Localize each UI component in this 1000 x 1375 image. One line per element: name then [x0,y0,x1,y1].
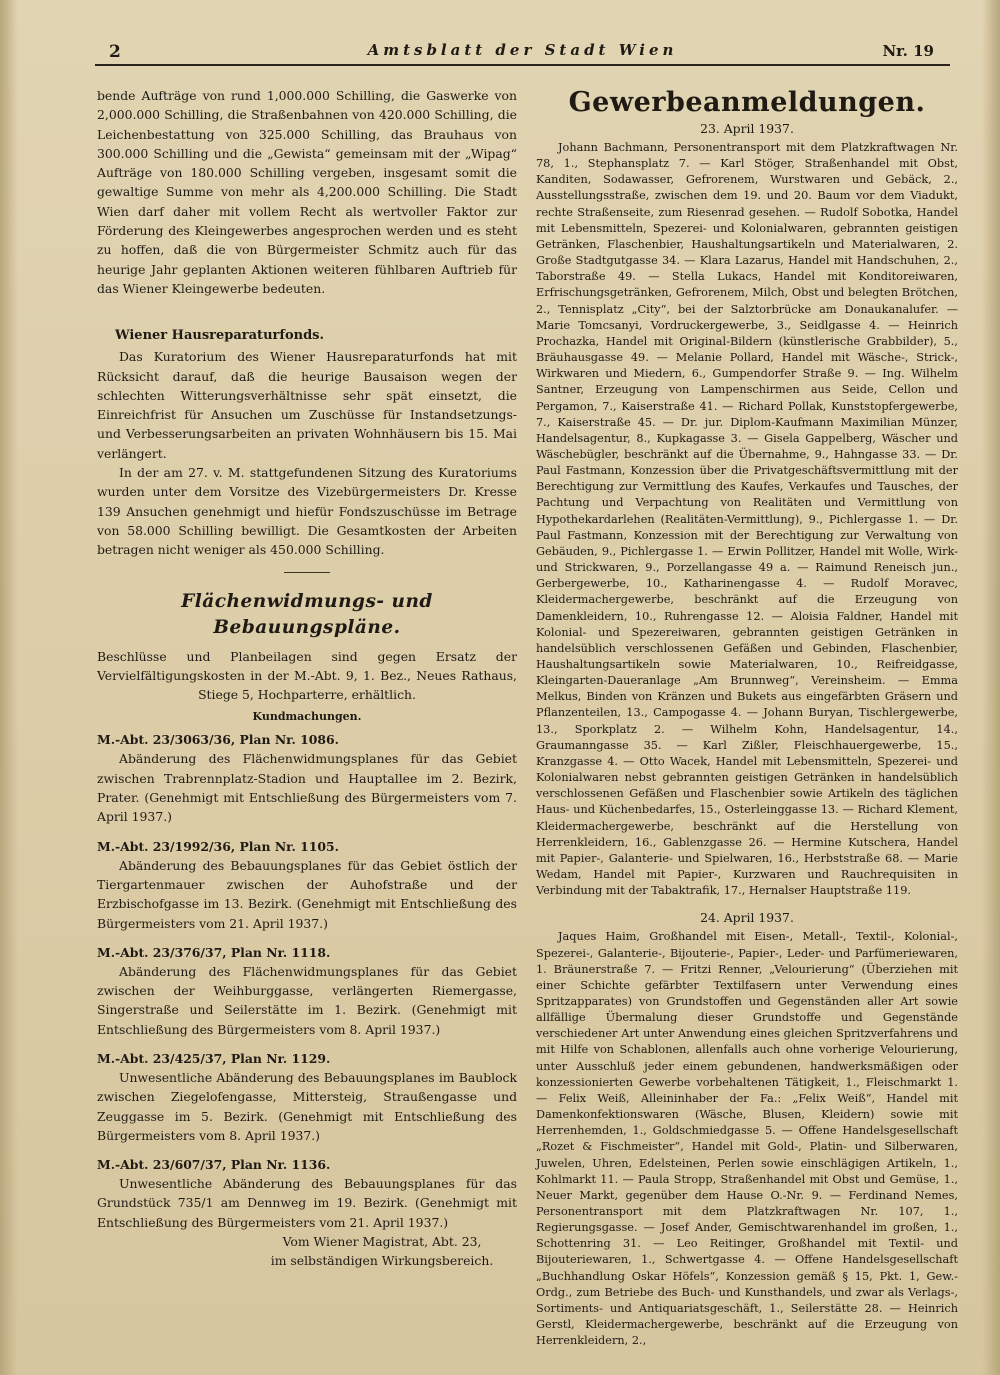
plan-reference: M.-Abt. 23/607/37, Plan Nr. 1136. [97,1157,331,1173]
plan-text: Unwesentliche Abänderung des Bebauungsplanes für das Grundstück 735/1 am Dennweg im 19. Bezirk. (Genehmigt mit Entschließung des Bürgermeisters vom 21. April 1937.) [97,1176,517,1230]
intro-paragraph: bende Aufträge von rund 1,000.000 Schilling, die Gaswerke von 2,000.000 Schilling, die Straßenbahnen von 420.000 Schilling, die Leichenbestattung von 325.000 Schilling, das Brauhaus von 300.000 Schilling und die „Gewista“ gemeinsam mit der „Wipag“ Aufträge von 180.000 Schilling vergeben, insgesamt somit die gewaltige Summe von mehr als 4,200.000 Schilling. Die Stadt Wien darf daher mit vollem Recht als wertvoller Faktor zur Förderung des Kleingewerbes angesprochen werden und es steht zu hoffen, daß die von Bürgermeister Schmitz auch für das heurige Jahr geplanten Aktionen weiteren fühlbaren Auftrieb für das Wiener Kleingewerbe bedeuten. [97,88,517,296]
left-column [97,86,517,1270]
signature-line-2: im selbständigen Wirkungsbereich. [270,1253,494,1269]
issue-number: Nr. 19 [882,42,934,60]
date-heading: 24. April 1937. [700,910,794,926]
fund-paragraph-1: Das Kuratorium des Wiener Hausreparaturfonds hat mit Rücksicht darauf, daß die heurige Bausaison wegen der schlechten Witterungsverhältnisse sehr spät einsetzt, die Einreichfrist für Ansuchen um Zuschüsse für Instandsetzungs- und Verbesserungsarbeiten an privaten Wohnhäusern bis 15. Mai verlängert. [97,349,517,461]
signature-line-1: Vom Wiener Magistrat, Abt. 23, [282,1234,482,1250]
kundmachungen-heading: Kundmachungen. [252,710,362,724]
page-edge-right [982,0,1000,1375]
plans-intro: Beschlüsse und Planbeilagen sind gegen Ersatz der Vervielfältigungskosten in der M.-Abt. 9, 1. Bez., Neues Rathaus, Stiege 5, Hochparterre, erhältlich. [97,648,517,703]
plan-text: Abänderung des Bebauungsplanes für das Gebiet östlich der Tiergartenmauer zwischen der Auhofstraße und der Erzbischofgasse im 13. Bezirk. (Genehmigt mit Entschließung des Bürgermeisters vom 21. April 1937.) [97,857,517,931]
page-header [95,38,950,66]
plan-reference: M.-Abt. 23/1992/36, Plan Nr. 1105. [97,838,339,854]
page-edge-left [0,0,18,1375]
plan-text: Abänderung des Flächenwidmungsplanes für das Gebiet zwischen Trabrennplatz-Stadion und Hauptallee im 2. Bezirk, Prater. (Genehmigt mit Entschließung des Bürgermeisters vom 7. April 1937.) [97,751,517,825]
right-column [536,86,958,1349]
plan-reference: M.-Abt. 23/376/37, Plan Nr. 1118. [97,944,331,960]
plan-text: Abänderung des Flächenwidmungsplanes für das Gebiet zwischen der Weihburggasse, verlängerten Riemergasse, Singerstraße und Seilerstätte im 1. Bezirk. (Genehmigt mit Entschließung des Bürgermeisters vom 8. April 1937.) [97,963,517,1037]
section-divider [284,572,330,573]
fund-heading: Wiener Hausreparaturfonds. [115,328,325,344]
page-number: 2 [109,42,121,62]
masthead-title: Amtsblatt der Stadt Wien [367,41,678,59]
plan-reference: M.-Abt. 23/425/37, Plan Nr. 1129. [97,1050,331,1066]
plans-heading: Flächenwidmungs- und Bebauungspläne. [181,590,433,638]
registrations-block: Johann Bachmann, Personentransport mit dem Platzkraftwagen Nr. 78, 1., Stephansplatz 7. — Karl Stöger, Straßenhandel mit Obst, Kanditen, Sodawasser, Gefrorenem, Wurstwaren und Gebäck, 2., Ausstellungsstraße, zwischen dem 19. und 20. Baum vor dem Viadukt, rechte Straßenseite, zum Riesenrad gesehen. — Rudolf Sobotka, Handel mit Lebensmitteln, Spezerei- und Kolonialwaren, gebrannten geistigen Getränken, Flaschenbier, Haushaltungsartikeln und Materialwaren, 2. Große Stadtgutgasse 34. — Klara Lazarus, Handel mit Handschuhen, 2., Taborstraße 49. — Stella Lukacs, Handel mit Konditoreiwaren, Erfrischungsgetränken, Gefrorenem, Milch, Obst und belegten Brötchen, 2., Tennisplatz „City“, bei der Salztorbrücke am Donaukanalufer. — Marie Tomcsanyi, Vordruckergewerbe, 3., Seidlgasse 4. — Heinrich Prochazka, Handel mit Original-Bildern (künstlerische Grabbilder), 5., Bräuhausgasse 49. — Melanie Pollard, Handel mit Wäsche-, Strick-, Wirkwaren und Miedern, 6., Gumpendorfer Straße 9. — Ing. Wilhelm Santner, Erzeugung von Lampenschirmen aus Seide, Cellon und Pergamon, 7., Kaiserstraße 41. — Richard Pollak, Kunststopfergewerbe, 7., Kaiserstraße 45. — Dr. jur. Diplom-Kaufmann Maximilian Münzer, Handelsagentur, 8., Kupkagasse 3. — Gisela Gappelberg, Wäscher und Wäschebügler, beschränkt auf die Übernahme, 9., Hahngasse 33. — Dr. Paul Fastmann, Konzession über die Privatgeschäftsvermittlung mit der Berechtigung zur Vermittlung des Kaufes, Verkaufes und Tausches, der Pachtung und Verpachtung von Realitäten und Vermittlung von Hypothekardarlehen (Realitäten-Vermittlung), 9., Pichlergasse 1. — Dr. Paul Fastmann, Konzession mit der Berechtigung zur Verwaltung von Gebäuden, 9., Pichlergasse 1. — Erwin Pollitzer, Handel mit Wolle, Wirk- und Strickwaren, 9., Porzellangasse 49 a. — Raimund Reneisch jun., Gerbergewerbe, 10., Katharinengasse 4. — Rudolf Moravec, Kleidermachergewerbe, beschränkt auf die Erzeugung von Damenkleidern, 10., Ruhrengasse 12. — Aloisia Faldner, Handel mit Kolonial- und Spezereiwaren, gebrannten geistigen Getränken in handelsüblich verschlossenen Gefäßen und Gebinden, Flaschenbier, Haushaltungsartikeln sowie Materialwaren, 10., Reifreidgasse, Kleingarten-Daueranlage „Am Brunnweg“, Vereinsheim. — Emma Melkus, Binden von Kränzen und Bukets aus eingefärbten Gräsern und Pflanzenteilen, 13., Campogasse 4. — Johann Buryan, Tischlergewerbe, 13., Sporkplatz 2. — Wilhelm Kohn, Handelsagentur, 14., Graumanngasse 35. — Karl Zißler, Fleischhauergewerbe, 15., Kranzgasse 4. — Otto Wacek, Handel mit Lebensmitteln, Spezerei- und Kolonialwaren nebst gebrannten geistigen Getränken in handelsüblich verschlossenen Gefäßen und Flaschenbier sowie Artikeln des täglichen Haus- und Küchenbedarfes, 15., Osterleinggasse 13. — Richard Klement, Kleidermachergewerbe, beschränkt auf die Herstellung von Herrenkleidern, 16., Gablenzgasse 26. — Hermine Kutschera, Handel mit Papier-, Galanterie- und Spielwaren, 16., Herbststraße 68. — Marie Wedam, Handel mit Papier-, Kurzwaren und Rauchrequisiten in Verbindung mit der Tabaktrafik, 17., Hernalser Hauptstraße 119. [536,141,958,898]
plan-reference: M.-Abt. 23/3063/36, Plan Nr. 1086. [97,732,339,748]
fund-paragraph-2: In der am 27. v. M. stattgefundenen Sitzung des Kuratoriums wurden unter dem Vorsitze des Vizebürgermeisters Dr. Kresse 139 Ansuchen genehmigt und hiefür Fondszuschüsse im Betrage von 58.000 Schilling bewilligt. Die Gesamtkosten der Arbeiten betragen nicht weniger als 450.000 Schilling. [97,465,517,558]
registrations-block: Jaques Haim, Großhandel mit Eisen-, Metall-, Textil-, Kolonial-, Spezerei-, Galanterie-, Bijouterie-, Papier-, Leder- und Parfümeriewaren, 1. Bräunerstraße 7. — Fritzi Renner, „Velourierung“ (Überziehen mit einer Schichte gefärbter Textilfasern unter Verwendung eines Spritzapparates) von Grundstoffen und Gegenständen aller Art sowie allfällige Übermalung dieser Grundstoffe und Gegenstände verschiedener Art unter Anwendung eines gleichen Spritzverfahrens und mit Hilfe von Schablonen, allenfalls auch ohne vorherige Velourierung, unter Ausschluß jeder einem gebundenen, handwerksmäßigen oder konzessionierten Gewerbe vorbehaltenen Tätigkeit, 1., Fleischmarkt 1. — Felix Weiß, Alleininhaber der Fa.: „Felix Weiß“, Handel mit Damenkonfektionswaren (Wäsche, Blusen, Kleidern) sowie mit Herrenhemden, 1., Goldschmiedgasse 5. — Offene Handelsgesellschaft „Rozet & Fischmeister“, Handel mit Gold-, Platin- und Silberwaren, Juwelen, Uhren, Edelsteinen, Perlen sowie einschlägigen Artikeln, 1., Kohlmarkt 11. — Paula Stropp, Straßenhandel mit Obst und Gemüse, 1., Neuer Markt, gegenüber dem Hause O.-Nr. 9. — Ferdinand Nemes, Personentransport mit dem Platzkraftwagen Nr. 107, 1., Regierungsgasse. — Josef Ander, Gemischtwarenhandel im großen, 1., Schottenring 31. — Leo Reitinger, Großhandel mit Textil- und Bijouteriewaren, 1., Schwertgasse 4. — Offene Handelsgesellschaft „Buchhandlung Oskar Höfels“, Konzession gemäß § 15, Pkt. 1, Gew.-Ordg., zum Betriebe des Buch- und Kunsthandels, und zwar als Verlags-, Sortiments- und Antiquariatsgeschäft, 1., Seilerstätte 28. — Heinrich Gerstl, Kleidermachergewerbe, beschränkt auf die Erzeugung von Herrenkleidern, 2., [536,930,958,1348]
date-heading: 23. April 1937. [700,121,794,136]
gewerbe-heading: Gewerbeanmeldungen. [568,87,926,118]
plan-text: Unwesentliche Abänderung des Bebauungsplanes im Baublock zwischen Ziegelofengasse, Mittersteig, Straußengasse und Zeuggasse im 5. Bezirk. (Genehmigt mit Entschließung des Bürgermeisters vom 8. April 1937.) [97,1069,517,1143]
